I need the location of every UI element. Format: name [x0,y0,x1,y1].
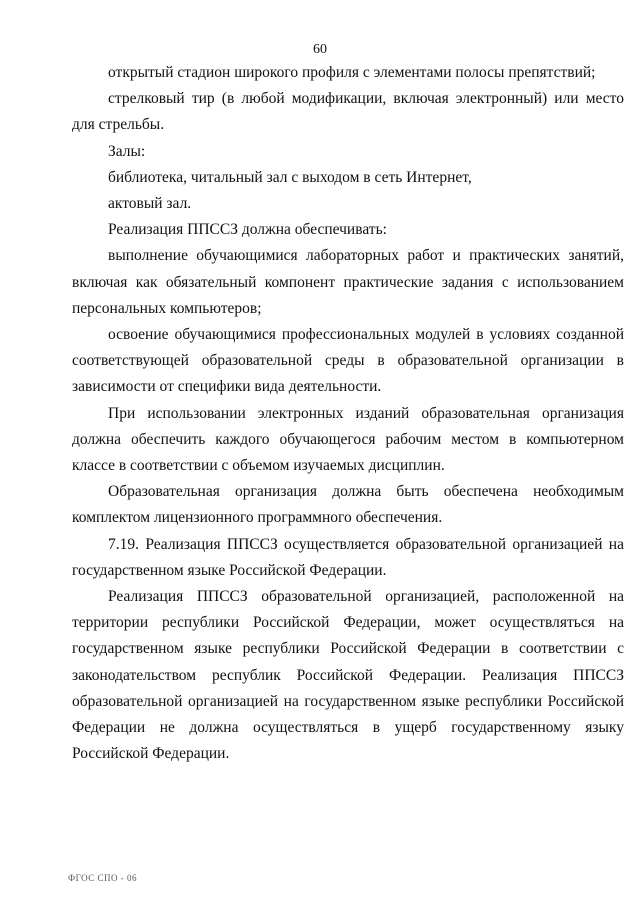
paragraph-shooting-range: стрелковый тир (в любой модификации, включая электронный) или место для стрельбы. [72,90,624,134]
paragraph-licensed-software: Образовательная организация должна быть обеспечена необходимым комплектом лицензионного программного обеспечения. [72,483,624,527]
paragraph-electronic-editions: При использовании электронных изданий образовательная организация должна обеспечить каждого обучающегося рабочим местом в компьютерном классе в соответствии с объемом изучаемых дисциплин. [72,404,624,475]
paragraph-implementation-heading: Реализация ППССЗ должна обеспечивать: [108,221,387,239]
paragraph-section-7-19: 7.19. Реализация ППССЗ осуществляется образовательной организацией на государственном языке Российской Федерации. [72,535,624,579]
paragraph-lab-work: выполнение обучающимися лабораторных работ и практических занятий, включая как обязательный компонент практические задания с использованием персональных компьютеров; [72,247,624,317]
paragraph-halls-heading: Залы: [108,142,146,160]
paragraph-state-language: Реализация ППССЗ образовательной организацией, расположенной на территории республики Российской Федерации, может осуществляться на государственном языке республики Российской Федерации в соответствии с законодательством республик Российской Федерации. Реализация ППССЗ образовательной организацией на государственном языке республики Российской Федерации не должна осуществляться в ущерб государственному языку Российской Федерации. [72,588,624,763]
page-number: 60 [313,42,327,57]
paragraph-assembly-hall: актовый зал. [108,195,192,213]
paragraph-modules: освоение обучающимися профессиональных модулей в условиях созданной соответствующей образовательной среды в образовательной организации в зависимости от специфики вида деятельности. [72,326,624,396]
document-body [72,60,624,767]
paragraph-library: библиотека, читальный зал с выходом в сеть Интернет, [108,168,472,186]
footer-code: ФГОС СПО - 06 [68,873,137,883]
paragraph-stadium: открытый стадион широкого профиля с элементами полосы препятствий; [108,64,596,81]
